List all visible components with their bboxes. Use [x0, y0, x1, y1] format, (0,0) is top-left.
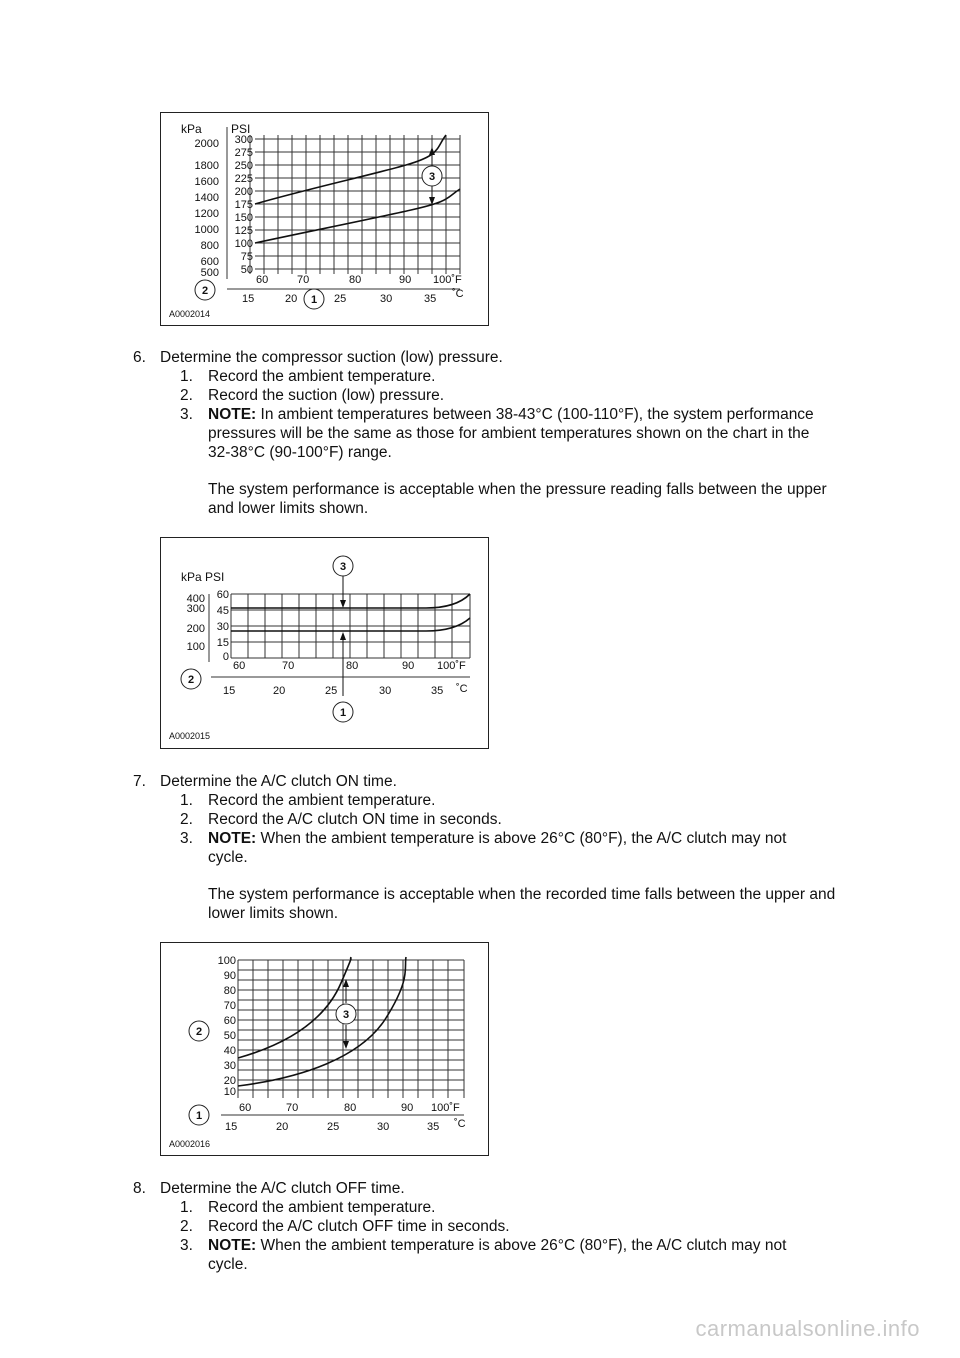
- c-unit: ˚C: [456, 683, 468, 695]
- acceptance-paragraph-7: The system performance is acceptable when the recorded time falls between the upper and lower limits shown.: [208, 886, 836, 922]
- chart-grid: [231, 594, 470, 658]
- psi-tick: 150: [234, 212, 253, 224]
- psi-tick: 45: [216, 605, 229, 617]
- y-tick: 10: [223, 1086, 236, 1098]
- c-tick: 15: [225, 1121, 238, 1133]
- kpa-tick: 200: [186, 623, 205, 635]
- psi-tick: 60: [216, 589, 229, 601]
- kpa-tick: 300: [186, 603, 205, 615]
- y-tick: 100: [217, 955, 236, 967]
- svg-text:2: 2: [195, 1026, 203, 1038]
- figure-code: A0002014: [169, 309, 211, 319]
- note-label: NOTE:: [208, 1237, 257, 1254]
- callout-3: [333, 556, 353, 576]
- kpa-axis-title: kPa: [181, 122, 202, 136]
- c-tick: 30: [379, 685, 392, 697]
- step-text: Determine the A/C clutch OFF time.: [160, 1180, 405, 1197]
- figure-code: A0002015: [169, 731, 211, 741]
- psi-tick: 200: [234, 186, 253, 198]
- c-tick: 20: [276, 1121, 289, 1133]
- note-text: In ambient temperatures between 38-43°C (100-110°F), the system performance pressures will be the same as those for ambient temperatures shown on the chart in the 32-38°C (90-100°F) range.: [208, 406, 814, 461]
- watermark: carmanualsonline.info: [695, 1316, 920, 1341]
- y-tick: 90: [223, 970, 236, 982]
- step-number: 8.: [133, 1180, 146, 1197]
- y-tick: 70: [223, 1000, 236, 1012]
- note-label: NOTE:: [208, 406, 257, 423]
- c-tick: 30: [380, 293, 393, 305]
- kpa-tick: 600: [200, 256, 219, 268]
- figure-code: A0002016: [169, 1139, 211, 1149]
- kpa-tick: 1600: [194, 176, 219, 188]
- f-tick: 100˚F: [437, 660, 466, 672]
- psi-tick: 0: [222, 651, 229, 663]
- psi-tick: 275: [234, 147, 253, 159]
- psi-tick: 50: [240, 264, 253, 276]
- callout-3: [336, 1004, 356, 1024]
- c-tick: 25: [325, 685, 338, 697]
- f-tick: 90: [402, 660, 415, 672]
- psi-tick: 225: [234, 173, 253, 185]
- psi-tick: 175: [234, 199, 253, 211]
- axis-title: kPa PSI: [181, 570, 225, 584]
- f-tick: 70: [286, 1102, 299, 1114]
- c-tick: 30: [377, 1121, 390, 1133]
- kpa-tick: 500: [200, 267, 219, 279]
- f-tick: 80: [346, 660, 359, 672]
- f-tick: 60: [256, 274, 269, 286]
- c-tick: 35: [424, 293, 437, 305]
- arrow-down-icon: [343, 1041, 349, 1049]
- callout-2: [189, 1021, 209, 1041]
- f-tick: 90: [399, 274, 412, 286]
- figure-discharge-pressure-chart: [160, 112, 489, 326]
- callout-2: [181, 669, 201, 689]
- psi-tick: 125: [234, 225, 253, 237]
- c-tick: 25: [334, 293, 347, 305]
- acceptance-paragraph-6: The system performance is acceptable when the pressure reading falls between the upper and lower limits shown.: [208, 481, 827, 517]
- f-tick: 70: [282, 660, 295, 672]
- y-tick: 20: [223, 1075, 236, 1087]
- callout-2: [195, 280, 215, 300]
- kpa-tick: 2000: [194, 138, 219, 150]
- note-text: When the ambient temperature is above 26°C (80°F), the A/C clutch may not cycle.: [208, 1237, 787, 1273]
- kpa-tick: 1000: [194, 224, 219, 236]
- svg-text:3: 3: [342, 1009, 350, 1021]
- c-unit: ˚C: [454, 1118, 466, 1130]
- f-tick: 70: [297, 274, 310, 286]
- f-tick: 60: [233, 660, 246, 672]
- kpa-tick: 400: [186, 593, 205, 605]
- upper-limit-curve: [238, 957, 351, 1058]
- kpa-tick: 1400: [194, 192, 219, 204]
- f-tick: 100˚F: [433, 274, 462, 286]
- arrow-up-icon: [340, 632, 346, 640]
- c-tick: 20: [273, 685, 286, 697]
- y-tick: 40: [223, 1045, 236, 1057]
- psi-tick: 300: [234, 134, 253, 146]
- y-tick: 30: [223, 1060, 236, 1072]
- svg-text:1: 1: [339, 707, 347, 719]
- lower-limit-curve: [238, 957, 406, 1086]
- arrow-down-icon: [340, 600, 346, 608]
- psi-tick: 250: [234, 160, 253, 172]
- figure-suction-pressure-chart: [160, 537, 489, 749]
- y-tick: 80: [223, 985, 236, 997]
- upper-limit-curve: [255, 135, 446, 204]
- kpa-tick: 1200: [194, 208, 219, 220]
- f-tick: 90: [401, 1102, 414, 1114]
- svg-text:2: 2: [201, 285, 209, 297]
- step-text: Determine the A/C clutch ON time.: [160, 773, 397, 790]
- svg-text:3: 3: [339, 561, 347, 573]
- step-number: 6.: [133, 349, 146, 366]
- svg-text:3: 3: [428, 171, 436, 183]
- step-number: 7.: [133, 773, 146, 790]
- callout-1: [333, 702, 353, 722]
- f-tick: 100˚F: [431, 1102, 460, 1114]
- c-tick: 15: [223, 685, 236, 697]
- kpa-tick: 800: [200, 240, 219, 252]
- svg-text:1: 1: [195, 1110, 203, 1122]
- c-tick: 35: [427, 1121, 440, 1133]
- kpa-tick: 1800: [194, 160, 219, 172]
- y-tick: 50: [223, 1030, 236, 1042]
- psi-tick: 30: [216, 621, 229, 633]
- psi-tick: 75: [240, 251, 253, 263]
- svg-text:1: 1: [310, 294, 318, 306]
- y-tick: 60: [223, 1015, 236, 1027]
- step-text: Determine the compressor suction (low) pressure.: [160, 349, 503, 366]
- arrow-up-icon: [429, 147, 435, 155]
- svg-text:2: 2: [187, 674, 195, 686]
- note-text: When the ambient temperature is above 26°C (80°F), the A/C clutch may not cycle.: [208, 830, 787, 866]
- kpa-tick: 100: [186, 641, 205, 653]
- chart-grid: [238, 960, 464, 1098]
- c-unit: ˚C: [452, 288, 464, 300]
- callout-1: [304, 289, 324, 309]
- callout-3: [422, 166, 442, 186]
- c-tick: 35: [431, 685, 444, 697]
- c-tick: 15: [242, 293, 255, 305]
- psi-tick: 100: [234, 238, 253, 250]
- f-tick: 60: [239, 1102, 252, 1114]
- callout-1: [189, 1105, 209, 1125]
- f-tick: 80: [344, 1102, 357, 1114]
- note-label: NOTE:: [208, 830, 257, 847]
- c-tick: 25: [327, 1121, 340, 1133]
- f-tick: 80: [349, 274, 362, 286]
- figure-clutch-on-time-chart: [160, 942, 489, 1156]
- psi-axis-title: PSI: [231, 122, 251, 136]
- c-tick: 20: [285, 293, 298, 305]
- psi-tick: 15: [216, 637, 229, 649]
